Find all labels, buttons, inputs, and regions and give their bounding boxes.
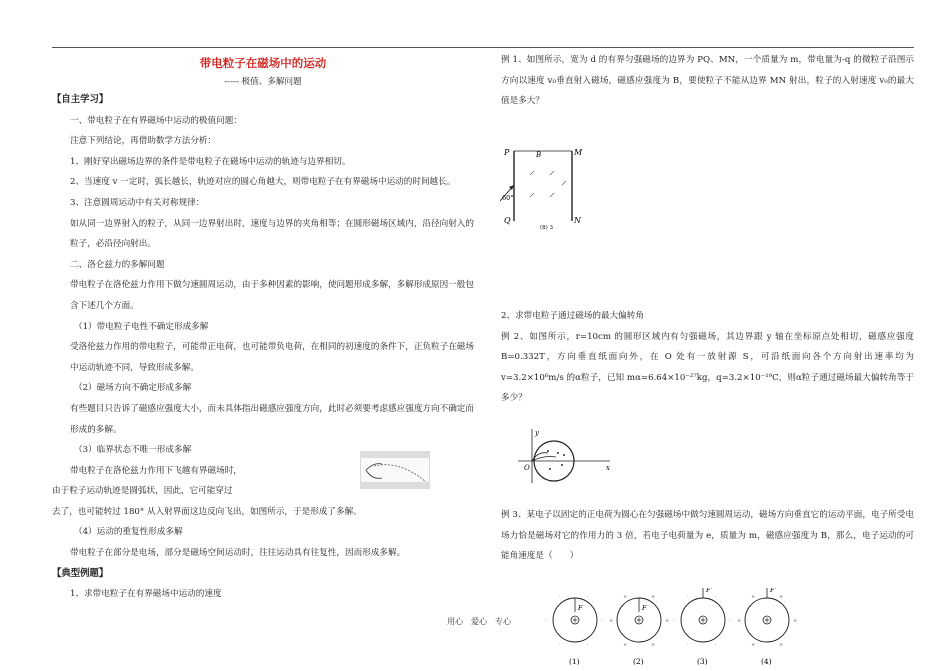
section-typical-examples: 【典型例题】: [52, 567, 109, 579]
field-mark: ×: [651, 593, 656, 600]
right-column-2: [483, 306, 914, 409]
force-label: F': [706, 588, 713, 594]
label-B: B: [536, 151, 542, 159]
s1-item-1: 1、刚好穿出磁场边界的条件是带电粒子在磁场中运动的轨迹与边界相切。: [70, 156, 351, 167]
s1-item-2: 2、当速度 v 一定时，弧长越长，轨迹对应的圆心角越大，则带电粒子在有界磁场中运动的时间越长。: [70, 177, 456, 188]
right-column: [483, 50, 914, 112]
typical-heading-2: 2、求带电粒子通过磁场的最大偏转角: [501, 311, 644, 321]
field-mark: ·: [687, 642, 689, 649]
field-mark: ·: [729, 618, 731, 624]
s1-note: 注意下列结论，再借助数学方法分析：: [70, 136, 217, 147]
example-1-text: 例 1、如图所示，宽为 d 的有界匀强磁场的边界为 PQ、MN，一个质量为 m，带电量为-q 的微粒子沿图示方向以速度 v₀垂直射入磁场，磁感应强度为 B，要使粒子不能从边界 MN 射出，粒子的入射速度 v₀的最大值是多大？: [501, 55, 914, 107]
s1-item-3-detail: 如从同一边界射入的粒子，从同一边界射出时，速度与边界的夹角相等；在圆形磁场区域内，沿径向射入的粒子，必沿径向射出。: [70, 218, 474, 250]
s2-case-4: （4）运动的重复性形成多解: [74, 527, 183, 538]
orbit-panel-1: [545, 594, 603, 666]
document-title: 带电粒子在磁场中的运动: [199, 56, 327, 70]
label-P: P: [504, 148, 510, 157]
s2-case-4-text: 带电粒子在部分是电场，部分是磁场空间运动时，往往运动具有往复性，因而形成多解。: [70, 548, 406, 559]
label-M: M: [574, 148, 583, 157]
origin-label: O: [524, 464, 530, 472]
section-self-study: 【自主学习】: [52, 94, 109, 105]
field-mark: ×: [751, 593, 756, 600]
field-mark: ·: [559, 642, 561, 649]
field-mark: ×: [665, 618, 670, 624]
orbit-panel-2: [609, 594, 669, 666]
example-1-figure: [500, 145, 590, 231]
field-mark: ·: [559, 593, 561, 600]
force-label: F': [770, 588, 777, 594]
field-mark: ×: [651, 642, 656, 649]
label-Q: Q: [504, 216, 511, 225]
field-mark: ×: [751, 642, 756, 649]
force-label: F: [578, 604, 583, 612]
field-mark: ·: [587, 642, 589, 649]
field-mark: ×: [623, 642, 628, 649]
s2-case-1-text: 受洛伦兹力作用的带电粒子，可能带正电荷，也可能带负电荷，在相同的初速度的条件下，正负粒子在磁场中运动轨迹不同，导致形成多解。: [70, 342, 474, 373]
s2-intro: 带电粒子在洛伦兹力作用下做匀速圆周运动，由于多种因素的影响，使问题形成多解，多解形成原因一般包含下述几个方面。: [70, 280, 474, 311]
field-mark: ·: [715, 642, 717, 649]
field-mark: ·: [601, 618, 603, 624]
boundary-trajectory-figure: [360, 450, 430, 490]
angle-label: 60°: [502, 194, 514, 202]
top-rule: [52, 47, 914, 48]
example-2-text: 例 2、如图所示，r=10cm 的圆形区域内有匀强磁场，其边界跟 y 轴在坐标原点处相切，磁感应强度 B=0.332T，方向垂直纸面向外，在 O 处有一放射源 S，可沿纸面向各个方向射出速率均为 v=3.2×10⁶m/s 的α粒子，已知 mα=6.64×10⁻²⁷kg，q=3.2×10⁻¹⁹C，则α粒子通过磁场最大偏转角等于多少？: [501, 331, 914, 404]
panel-label: (2): [633, 657, 644, 666]
field-mark: ·: [673, 618, 675, 624]
orbit-panel-4: [737, 588, 797, 666]
example-3-text: 例 3、某电子以固定的正电荷为圆心在匀强磁场中做匀速圆周运动，磁场方向垂直它的运动平面，电子所受电场力恰是磁场对它的作用力的 3 倍，若电子电荷量为 e，质量为 m，磁感应强度为 B，那么，电子运动的可能角速度是（ ）: [501, 510, 914, 562]
s2-heading: 二、洛仑兹力的多解问题: [70, 259, 165, 270]
force-label: F: [642, 604, 647, 612]
s1-heading: 一、带电粒子在有界磁场中运动的极值问题：: [70, 115, 242, 126]
field-mark: ·: [545, 618, 547, 624]
s2-case-1: （1）带电粒子电性不确定形成多解: [74, 321, 209, 332]
example-2-figure: [512, 425, 617, 487]
right-column-3: [483, 505, 914, 567]
field-mark: ×: [623, 593, 628, 600]
figure-1-caption: (8) 3: [540, 225, 554, 231]
field-mark: ×: [779, 642, 784, 649]
field-mark: ×: [779, 593, 784, 600]
field-mark: ×: [737, 618, 742, 624]
panel-label: (3): [697, 657, 708, 666]
s2-case-2: （2）磁场方向不确定形成多解: [74, 383, 192, 394]
panel-label: (4): [761, 657, 772, 666]
s2-case-3-line-3: 去了，也可能转过 180° 从入射界面这边反向飞出，如图所示，于是形成了多解。: [52, 506, 362, 517]
document-subtitle: ----- 极值、多解问题: [224, 77, 302, 87]
panel-label: (1): [569, 657, 580, 666]
example-3-figure: [545, 588, 805, 668]
field-mark: ·: [587, 593, 589, 600]
field-mark: ·: [687, 593, 689, 600]
field-mark: ·: [715, 593, 717, 600]
s2-case-3-line-2: 由于粒子运动轨迹是圆弧状，因此，它可能穿过: [52, 486, 233, 497]
orbit-panel-3: [673, 588, 731, 666]
typical-heading-1: 1、求带电粒子在有界磁场中运动的速度: [70, 589, 222, 600]
field-mark: ×: [609, 618, 614, 624]
left-column: [52, 50, 474, 605]
axis-label-y: y: [535, 429, 539, 437]
s2-case-2-text: 有些题目只告诉了磁感应强度大小，而未具体指出磁感应强度方向，此时必须要考虑感应强度方向不确定而形成的多解。: [70, 403, 474, 435]
s1-item-3: 3、注意圆周运动中有关对称规律：: [70, 197, 205, 208]
s2-case-3: （3）临界状态不唯一形成多解: [74, 445, 192, 456]
axis-label-x: x: [606, 464, 610, 472]
label-N: N: [574, 216, 581, 225]
page-footer: 用心 爱心 专心: [447, 617, 511, 626]
field-mark: ×: [793, 618, 798, 624]
s2-case-3-line-1: 带电粒子在洛伦兹力作用下飞越有界磁场时，: [70, 465, 242, 476]
